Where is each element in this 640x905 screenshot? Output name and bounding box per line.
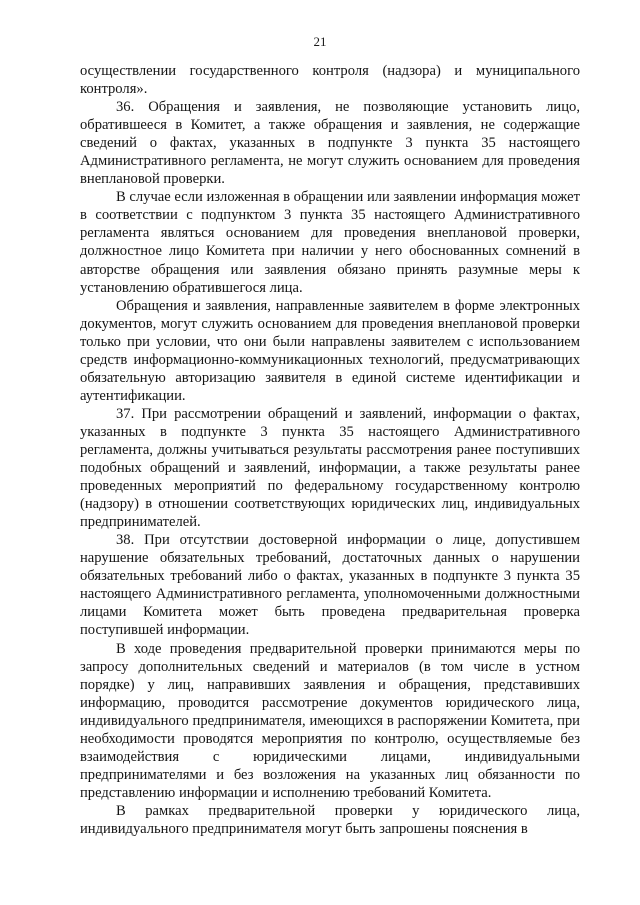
paragraph-explanations: В рамках предварительной проверки у юридического лица, индивидуального предпринимателя могут быть запрошены пояснения в xyxy=(80,802,580,837)
page-number: 21 xyxy=(313,34,327,49)
paragraph-preliminary-check: В ходе проведения предварительной проверки принимаются меры по запросу дополнительных сведений и материалов (в том числе в устном порядке) у лиц, направивших заявления и обращения, представивших информацию, проводится рассмотрение документов юридического лица, индивидуального предпринимателя, имеющихся в распоряжении Комитета, при необходимости проводятся мероприятия по контролю, осуществляемые без взаимодействия с юридическими лицами, индивидуальными предпринимателями и без возложения на указанных лиц обязанности по представлению информации и исполнению требований Комитета. xyxy=(80,640,580,801)
paragraph-electronic-documents: Обращения и заявления, направленные заявителем в форме электронных документов, могут служить основанием для проведения внеплановой проверки только при условии, что они были направлены заявителем с использованием средств информационно-коммуникационных технологий, предусматривающих обязательную авторизацию заявителя в единой системе идентификации и аутентификации. xyxy=(80,297,580,404)
paragraph-item-36: 36. Обращения и заявления, не позволяющие установить лицо, обратившееся в Комитет, а также обращения и заявления, не содержащие сведений о фактах, указанных в подпункте 3 пункта 35 настоящего Административного регламента, не могут служить основанием для проведения внеплановой проверки. xyxy=(80,99,580,188)
paragraph-continuation: осуществлении государственного контроля (надзора) и муниципального контроля». xyxy=(80,63,580,98)
document-body xyxy=(80,62,580,838)
paragraph-item-37: 37. При рассмотрении обращений и заявлений, информации о фактах, указанных в подпункте 3 пункта 35 настоящего Административного регламента, должны учитываться результаты рассмотрения ранее поступивших подобных обращений и заявлений, информации, а также результаты ранее проведенных мероприятий по федеральному государственному контролю (надзору) в отношении соответствующих юридических лиц, индивидуальных предпринимателей. xyxy=(80,405,580,531)
paragraph-item-38: 38. При отсутствии достоверной информации о лице, допустившем нарушение обязательных требований, достаточных данных о нарушении обязательных требований либо о фактах, указанных в подпункте 3 пункта 35 настоящего Административного регламента, уполномоченными должностными лицами Комитета может быть проведена предварительная проверка поступившей информации. xyxy=(80,532,580,639)
paragraph-anonymous-info: В случае если изложенная в обращении или заявлении информация может в соответствии с подпунктом 3 пункта 35 настоящего Административного регламента являться основанием для проведения внеплановой проверки, должностное лицо Комитета при наличии у него обоснованных сомнений в авторстве обращения или заявления обязано принять разумные меры к установлению обратившегося лица. xyxy=(80,189,580,296)
